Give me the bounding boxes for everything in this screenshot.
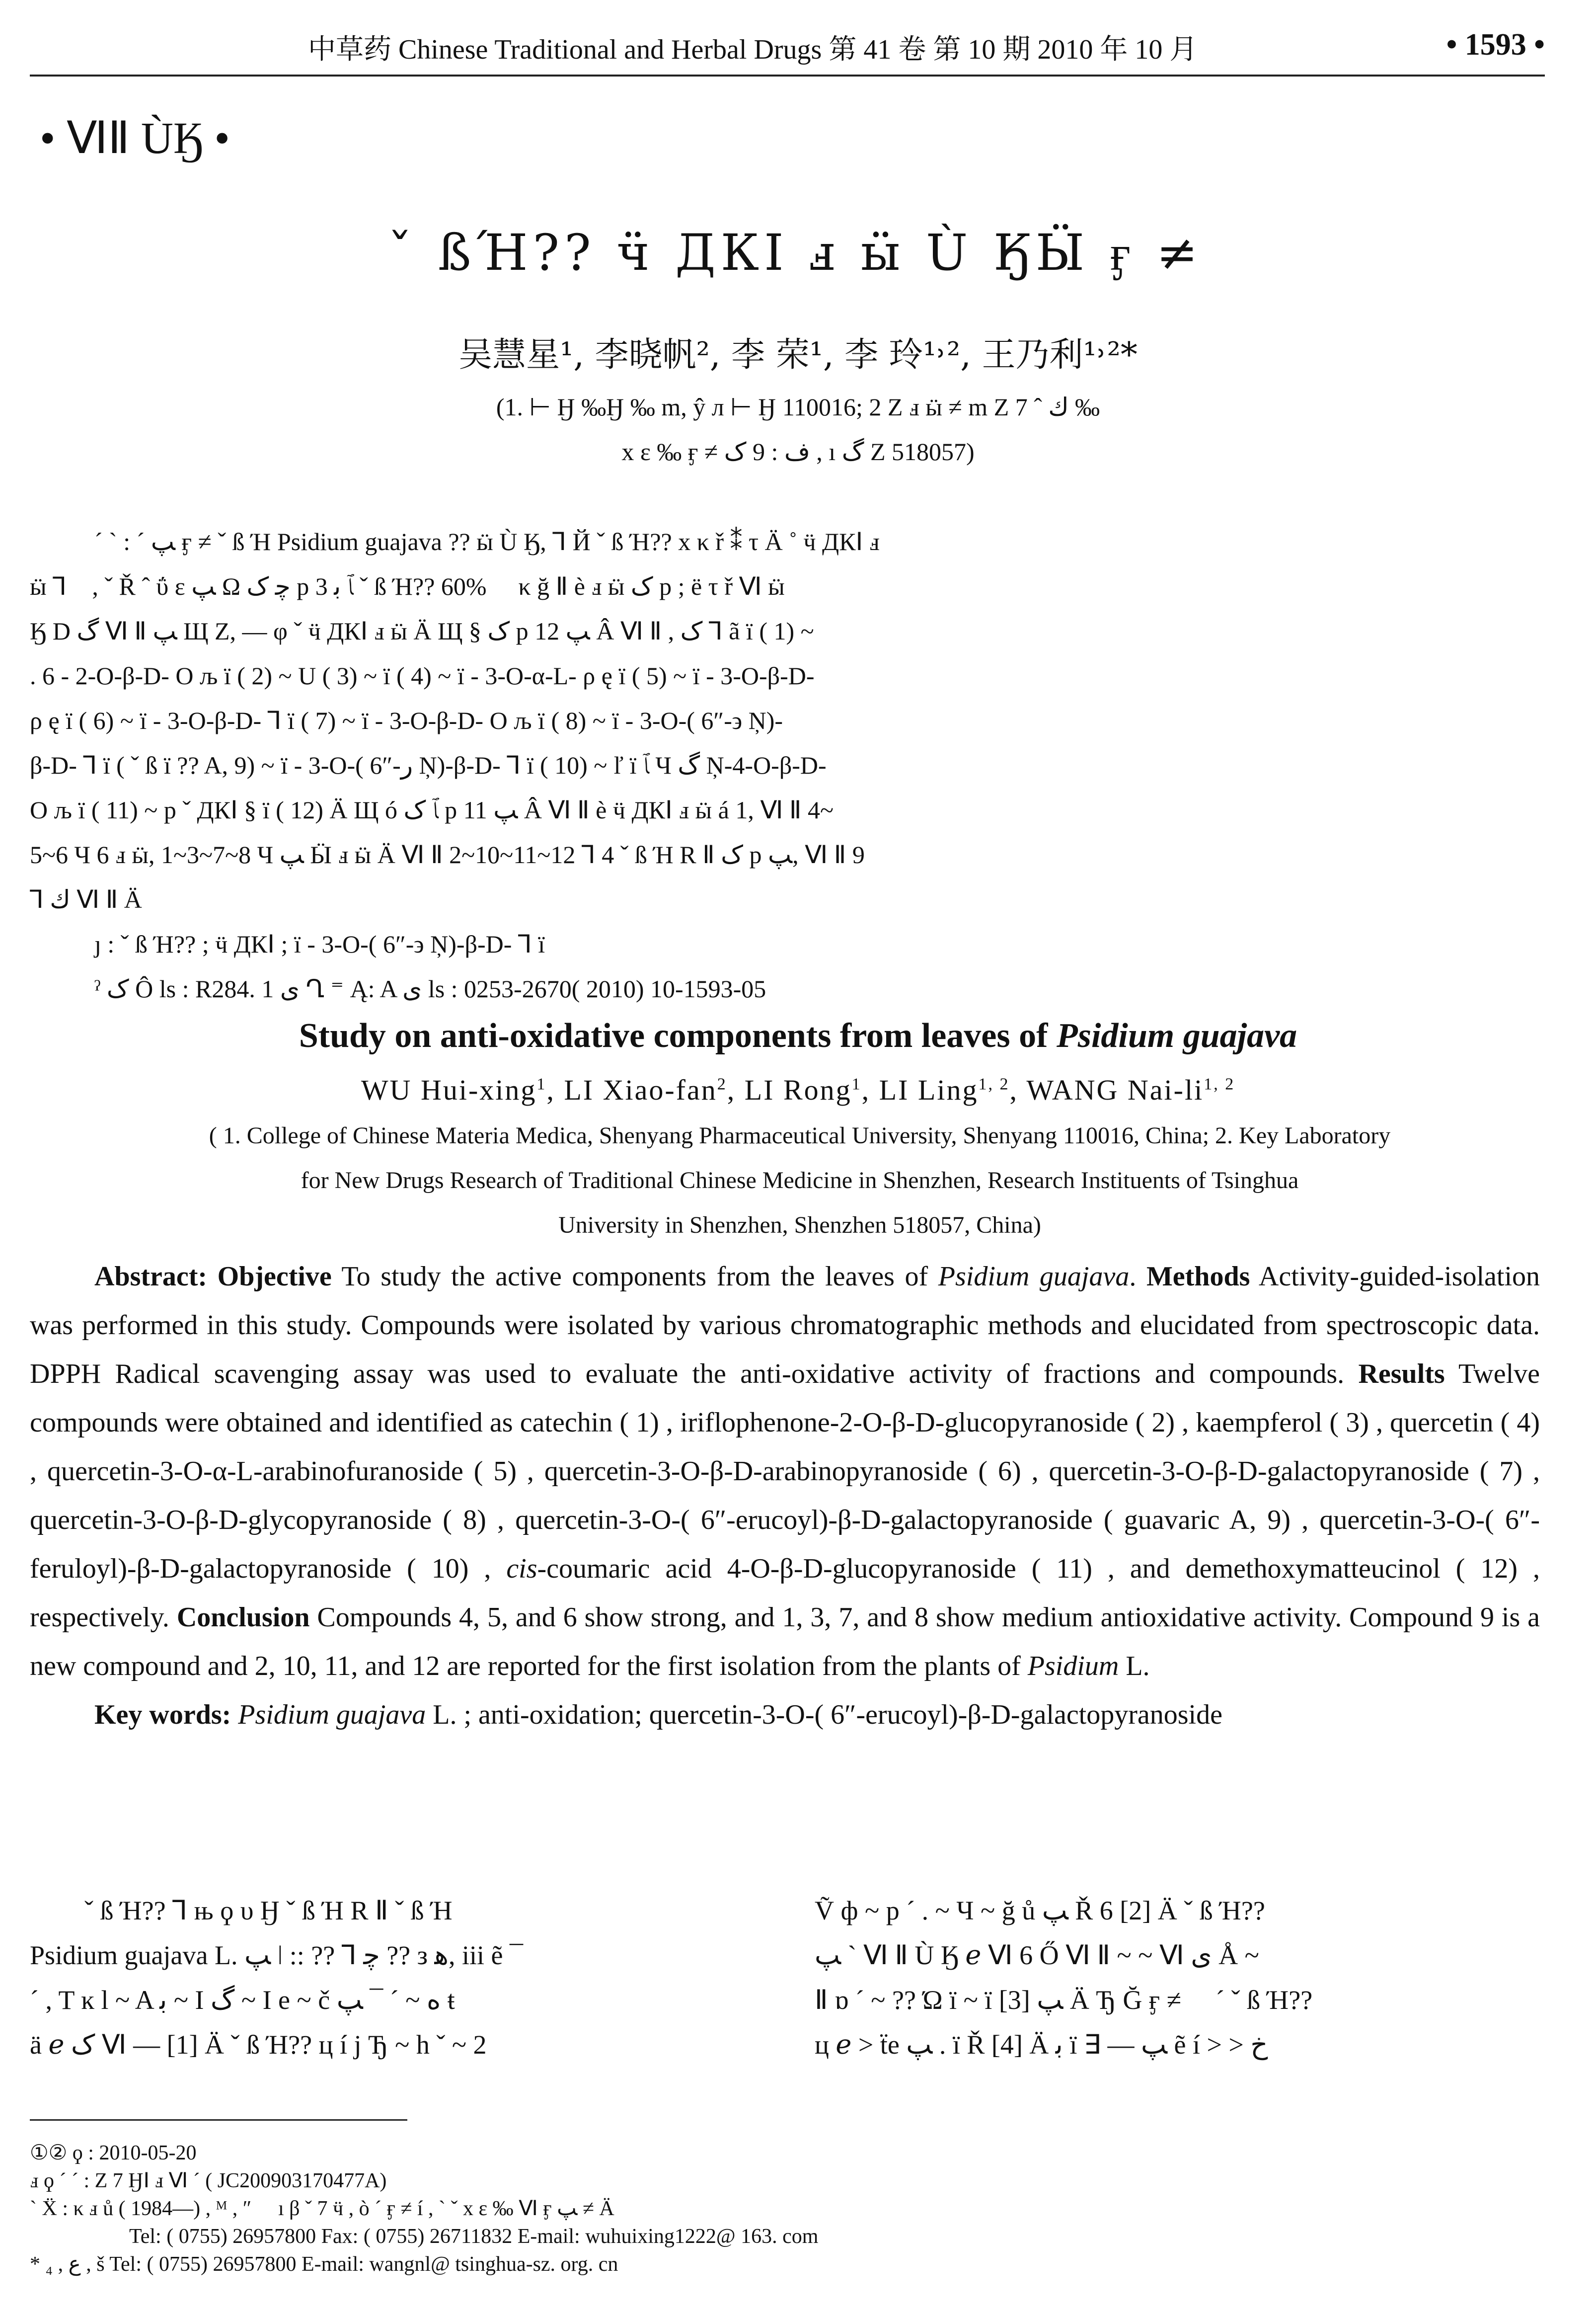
keywords-species: Psidium guajava xyxy=(238,1699,426,1730)
footnote-corresponding: * ₄ , ﻉ , š Tel: ( 0755) 26957800 E-mail: wangnl@ tsinghua-sz. org. cn xyxy=(30,2253,618,2276)
results-text: Twelve compounds were obtained and identified as catechin ( 1) , iriflophenone-2-O-β-D-glucopyranoside ( 2) , kaempferol ( 3) , quercetin ( 4) , quercetin-3-O-α-L-arabinofuranoside ( 5) , quercetin-3-O-β-D-arabinopyranoside ( 6) , quercetin-3-O-β-D-galactopyranoside ( 7) , quercetin-3-O-β-D-glycopyranoside ( 8) , quercetin-3-O-( 6″-erucoyl)-β-D-galactopyranoside ( guavaric A, 9) , quercetin-3-O-( 6″-feruloyl)-β-D-galactopyranoside ( 10) , xyxy=(30,1358,1540,1584)
conclusion-label: Conclusion xyxy=(176,1602,310,1633)
body-line: Ⅱ ɒ ˊ ~ ?? Ώ ï ~ ï ﭗ [3] Ä Ђ Ğ ӻ ≠ ⃞ ˊ ˇ ß Ή?? xyxy=(815,1985,1313,2015)
cn-affiliation-1: (1. ⊢ Ӈ ‰Ӈ ‰ m, ŷ л ⊢ Ӈ 110016; 2 Ζ ⅎ ӹ ≠ m Ζ 7 ˆ ﻙ ‰ xyxy=(496,393,1100,421)
abstract-paragraph: Abstract: Objective To study the active components from the leaves of Psidium guajava. Methods Activity-guided-isolation was performed in this study. Compounds were isolated by various chromatographic methods and elucidated from spectroscopic data. DPPH Radical scavenging assay was used to evaluate the anti-oxidative activity of fractions and compounds. Results Twelve compounds were obtained and identified as catechin ( 1) , iriflophenone-2-O-β-D-glucopyranoside ( 2) , kaempferol ( 3) , quercetin ( 4) , quercetin-3-O-α-L-arabinofuranoside ( 5) , quercetin-3-O-β-D-arabinopyranoside ( 6) , quercetin-3-O-β-D-galactopyranoside ( 7) , quercetin-3-O-β-D-glycopyranoside ( 8) , quercetin-3-O-( 6″-erucoyl)-β-D-galactopyranoside ( guavaric A, 9) , quercetin-3-O-( 6″-feruloyl)-β-D-galactopyranoside ( 10) , cis-coumaric acid 4-O-β-D-glucopyranoside ( 11) , and demethoxymatteucinol ( 12) , respectively. Conclusion Compounds 4, 5, and 6 show strong, and 1, 3, 7, and 8 show medium antioxidative activity. Compound 9 is a new compound and 2, 10, 11, and 12 are reported for the first isolation from the plants of Psidium L. xyxy=(30,1261,1540,1681)
keywords xyxy=(30,1690,1540,1739)
author-name: LI Rong xyxy=(744,1074,852,1106)
footnote-contact: Tel: ( 0755) 26957800 Fax: ( 0755) 26711832 E-mail: wuhuixing1222@ 163. com xyxy=(129,2225,819,2248)
en-affiliation-2: for New Drugs Research of Traditional Chinese Medicine in Shenzhen, Research Instituents of Tsinghua xyxy=(301,1167,1299,1194)
cn-classification: ˀ ک Ô ls : R284. 1 ى Ղ ⁼ Ą: A ى ls : 0253-2670( 2010) 10-1593-05 xyxy=(94,975,766,1003)
author-name: WU Hui-xing xyxy=(361,1074,537,1106)
footnote-author: ˋ Ẍ : κ ⅎ ů ( 1984—) , ᴹ , ″ ⃞ ı β ˇ 7 ӵ , ò ˊ ӻ ≠ í , ˋ ˇ x ε ‰ Ⅵ ӻ ﭗ ≠ Ä xyxy=(30,2197,614,2220)
cn-abstract-line: ӹ ⅂ ⃞, ˇ Ř ˆ ΰ ε ﭗ Ω ﭼ ک p 3 ﭑ ﺑ ˇ ß Ή?? 60% ⃞ κ ğ Ⅱ è ⅎ ӹ ک p ; ë τ ř Ⅵ ӹ xyxy=(30,572,785,600)
body-line: Psidium guajava L. ﭗ ǀ :: ?? ⅂ ﭼ ?? з ﻫ, iii ẽ ¯ xyxy=(30,1940,523,1970)
cn-abstract-line: β-D- ⅂ ï ( ˇ ß ï ?? A, 9) ~ ï - 3-O-( 6″-ﺭ Ņ)-β-D- ⅂ ï ( 10) ~ ľ ï ﭑ Ч گ Ņ-4-O-β-D- xyxy=(30,751,827,779)
author-name: LI Ling xyxy=(879,1074,979,1106)
methods-text: Activity-guided-isolation was performed in this study. Compounds were isolated by various chromatographic methods and elucidated from spectroscopic data. DPPH Radical scavenging assay was used to evaluate the anti-oxidative activity of fractions and compounds. xyxy=(30,1261,1540,1389)
cn-abstract xyxy=(30,519,1520,1011)
cn-abstract-line: Ο љ ï ( 11) ~ p ˇ ДКⅠ § ï ( 12) Ä Щ ó ﭑ ک p ﭗ 11 Â Ⅵ Ⅱ è ӵ ДКⅠ ⅎ ӹ á 1, Ⅵ Ⅱ 4~ xyxy=(30,796,834,824)
cn-abstract-line: 5~6 Ч 6 ⅎ ӹ, 1~3~7~8 Ч ﭗ Ӹ ⅎ ӹ Ä Ⅵ Ⅱ 2~10~11~12 ⅂ 4 ˇ ß Ή R Ⅱ ک p ﭗ, Ⅵ Ⅱ 9 xyxy=(30,841,865,869)
body-column-left xyxy=(30,1888,750,2067)
footnote-rule xyxy=(30,2119,407,2121)
conclusion-end: L. xyxy=(1119,1651,1150,1681)
author-affil-mark: 1 xyxy=(851,1075,862,1094)
running-header xyxy=(30,27,1545,77)
cn-title: ˇ ßΉ?? ӵ ДКⅠ ⅎ ӹ Ù ӃӸ ӻ ≠ xyxy=(387,224,1203,282)
results-text-2: -coumaric acid 4-O-β-D-glucopyranoside ( 11) , and demethoxymatteucinol ( 12) , respectively. xyxy=(30,1553,1540,1633)
conclusion-text: Compounds 4, 5, and 6 show strong, and 1, 3, 7, and 8 show medium antioxidative activity. Compound 9 is a new compound and 2, 10, 11, and 12 are reported for the first isolation from the plants of xyxy=(30,1602,1540,1681)
footnotes xyxy=(30,2139,1520,2278)
body-line: ﭗ ˋ Ⅵ Ⅱ Ù Ӄ ℯ Ⅵ 6 Ő Ⅵ Ⅱ ~ ~ Ⅵ ى Å ~ xyxy=(815,1940,1259,1970)
header-rule xyxy=(30,75,1545,77)
cn-authors: 吴慧星¹, 李晓帆², 李 荣¹, 李 玲¹˒², 王乃利¹˒²* xyxy=(458,335,1138,375)
keywords-label: Key words: xyxy=(94,1699,231,1730)
cn-keywords: ȷ : ˇ ß Ή?? ; ӵ ДКⅠ ; ï - 3-O-( 6″-϶ Ņ)-β-D- ⅂ ï xyxy=(94,930,545,958)
en-title-text: Study on anti-oxidative components from leaves of xyxy=(299,1017,1057,1055)
author-affil-mark: 1, 2 xyxy=(1204,1075,1235,1094)
methods-label: Methods xyxy=(1146,1261,1250,1292)
cn-abstract-line: ρ ę ï ( 6) ~ ï - 3-O-β-D- ⅂ ï ( 7) ~ ï - 3-O-β-D- Ο љ ï ( 8) ~ ï - 3-O-( 6″-϶ Ņ)- xyxy=(30,707,783,734)
results-cis: cis xyxy=(506,1553,537,1584)
page-number: • 1593 • xyxy=(1446,28,1545,62)
en-title xyxy=(0,1016,1596,1056)
en-abstract xyxy=(30,1252,1540,1739)
objective-label: Objective xyxy=(217,1261,332,1292)
en-authors: WU Hui-xing$^1$, LI Xiao-fan$^2$, LI Rong$^1$, LI Ling$^{1, 2}$, WANG Nai-li$^{1, 2}$ xyxy=(361,1074,1235,1106)
cn-abstract-line: ⅂ ﻙ Ⅵ Ⅱ Ä xyxy=(30,885,142,913)
author-affil-mark: 1 xyxy=(536,1075,547,1094)
footnote-fund: ⅎ ϙ ˊ ˊ : Ζ 7 ӇⅠ ⅎ Ⅵ ˊ ( JC200903170477A) xyxy=(30,2169,387,2192)
objective-species: Psidium guajava xyxy=(938,1261,1130,1292)
en-affiliation-1: ( 1. College of Chinese Materia Medica, Shenyang Pharmaceutical University, Shenyang 110016, China; 2. Key Laboratory xyxy=(209,1122,1391,1149)
body-column-right xyxy=(815,1888,1535,2067)
body-line: ˇ ß Ή?? ⅂ њ ϙ υ Ӈ ˇ ß Ή R Ⅱ ˇ ß Ή xyxy=(84,1896,453,1925)
body-line: ц ℯ > ẗe ﭗ . ï Ř [4] Ä ﺑ ï ∃ — ﭗ ẽ í > > ﺥ xyxy=(815,2030,1268,2060)
author-affil-mark: 1, 2 xyxy=(978,1075,1010,1094)
footnote-received: ①② ϙ : 2010-05-20 xyxy=(30,2142,197,2164)
body-line: Ṽ ф ~ р ˊ . ~ Ч ~ ğ ů ﭗ Ř 6 [2] Ä ˇ ß Ή?? xyxy=(815,1896,1265,1925)
results-label: Results xyxy=(1358,1358,1445,1389)
cn-abstract-line: ˊ ˋ : ˊ ﭗ ӻ ≠ ˇ ß Ή Psidium guajava ?? ӹ Ù Ӄ, ⅂ Й ˇ ß Ή?? x κ ř ⁑ τ Ä ˚ ӵ ДКⅠ ⅎ xyxy=(94,528,880,556)
journal-header: 中草药 Chinese Traditional and Herbal Drugs 第 41 卷 第 10 期 2010 年 10 月 xyxy=(308,34,1198,65)
body-line: ˊ , T ĸ l ~ A ﺑ ~ I گ ~ I e ~ č ﻩ ~ ˊ ¯ ﭗ ŧ xyxy=(30,1985,455,2015)
conclusion-genus: Psidium xyxy=(1027,1651,1119,1681)
author-name: WANG Nai-li xyxy=(1026,1074,1204,1106)
abstract-label: Abstract: xyxy=(94,1261,208,1292)
cn-abstract-line: . 6 - 2-O-β-D- Ο љ ï ( 2) ~ U ( 3) ~ ï ( 4) ~ ï - 3-O-α-L- ρ ę ï ( 5) ~ ï - 3-O-β-D- xyxy=(30,662,815,690)
keywords-text: L. ; anti-oxidation; quercetin-3-O-( 6″-erucoyl)-β-D-galactopyranoside xyxy=(426,1699,1222,1730)
en-affiliation-3: University in Shenzhen, Shenzhen 518057, China) xyxy=(558,1212,1041,1238)
cn-affiliation-2: x ε ‰ ӻ ≠ ف : 9 ک , ı گ Ζ 518057) xyxy=(621,438,975,466)
cn-abstract-line: Ӄ D گ Ⅵ Ⅱ ﭗ Щ Ζ, — φ ˇ ӵ ДКⅠ ⅎ ӹ Ä Щ § ک p ﭗ 12 Â Ⅵ Ⅱ , ک ⅂ ã ï ( 1) ~ xyxy=(30,617,814,645)
en-title-species: Psidium guajava xyxy=(1056,1017,1297,1055)
objective-text: To study the active components from the leaves of xyxy=(341,1261,938,1292)
body-line: ä ℯ ک Ⅵ — [1] Ä ˇ ß Ή?? ц í ј Ђ ~ h ˇ ~ 2 xyxy=(30,2030,487,2060)
section-tag: • ⅥⅡ ÙӃ • xyxy=(40,114,230,163)
author-name: LI Xiao-fan xyxy=(564,1074,717,1106)
author-affil-mark: 2 xyxy=(717,1075,727,1094)
